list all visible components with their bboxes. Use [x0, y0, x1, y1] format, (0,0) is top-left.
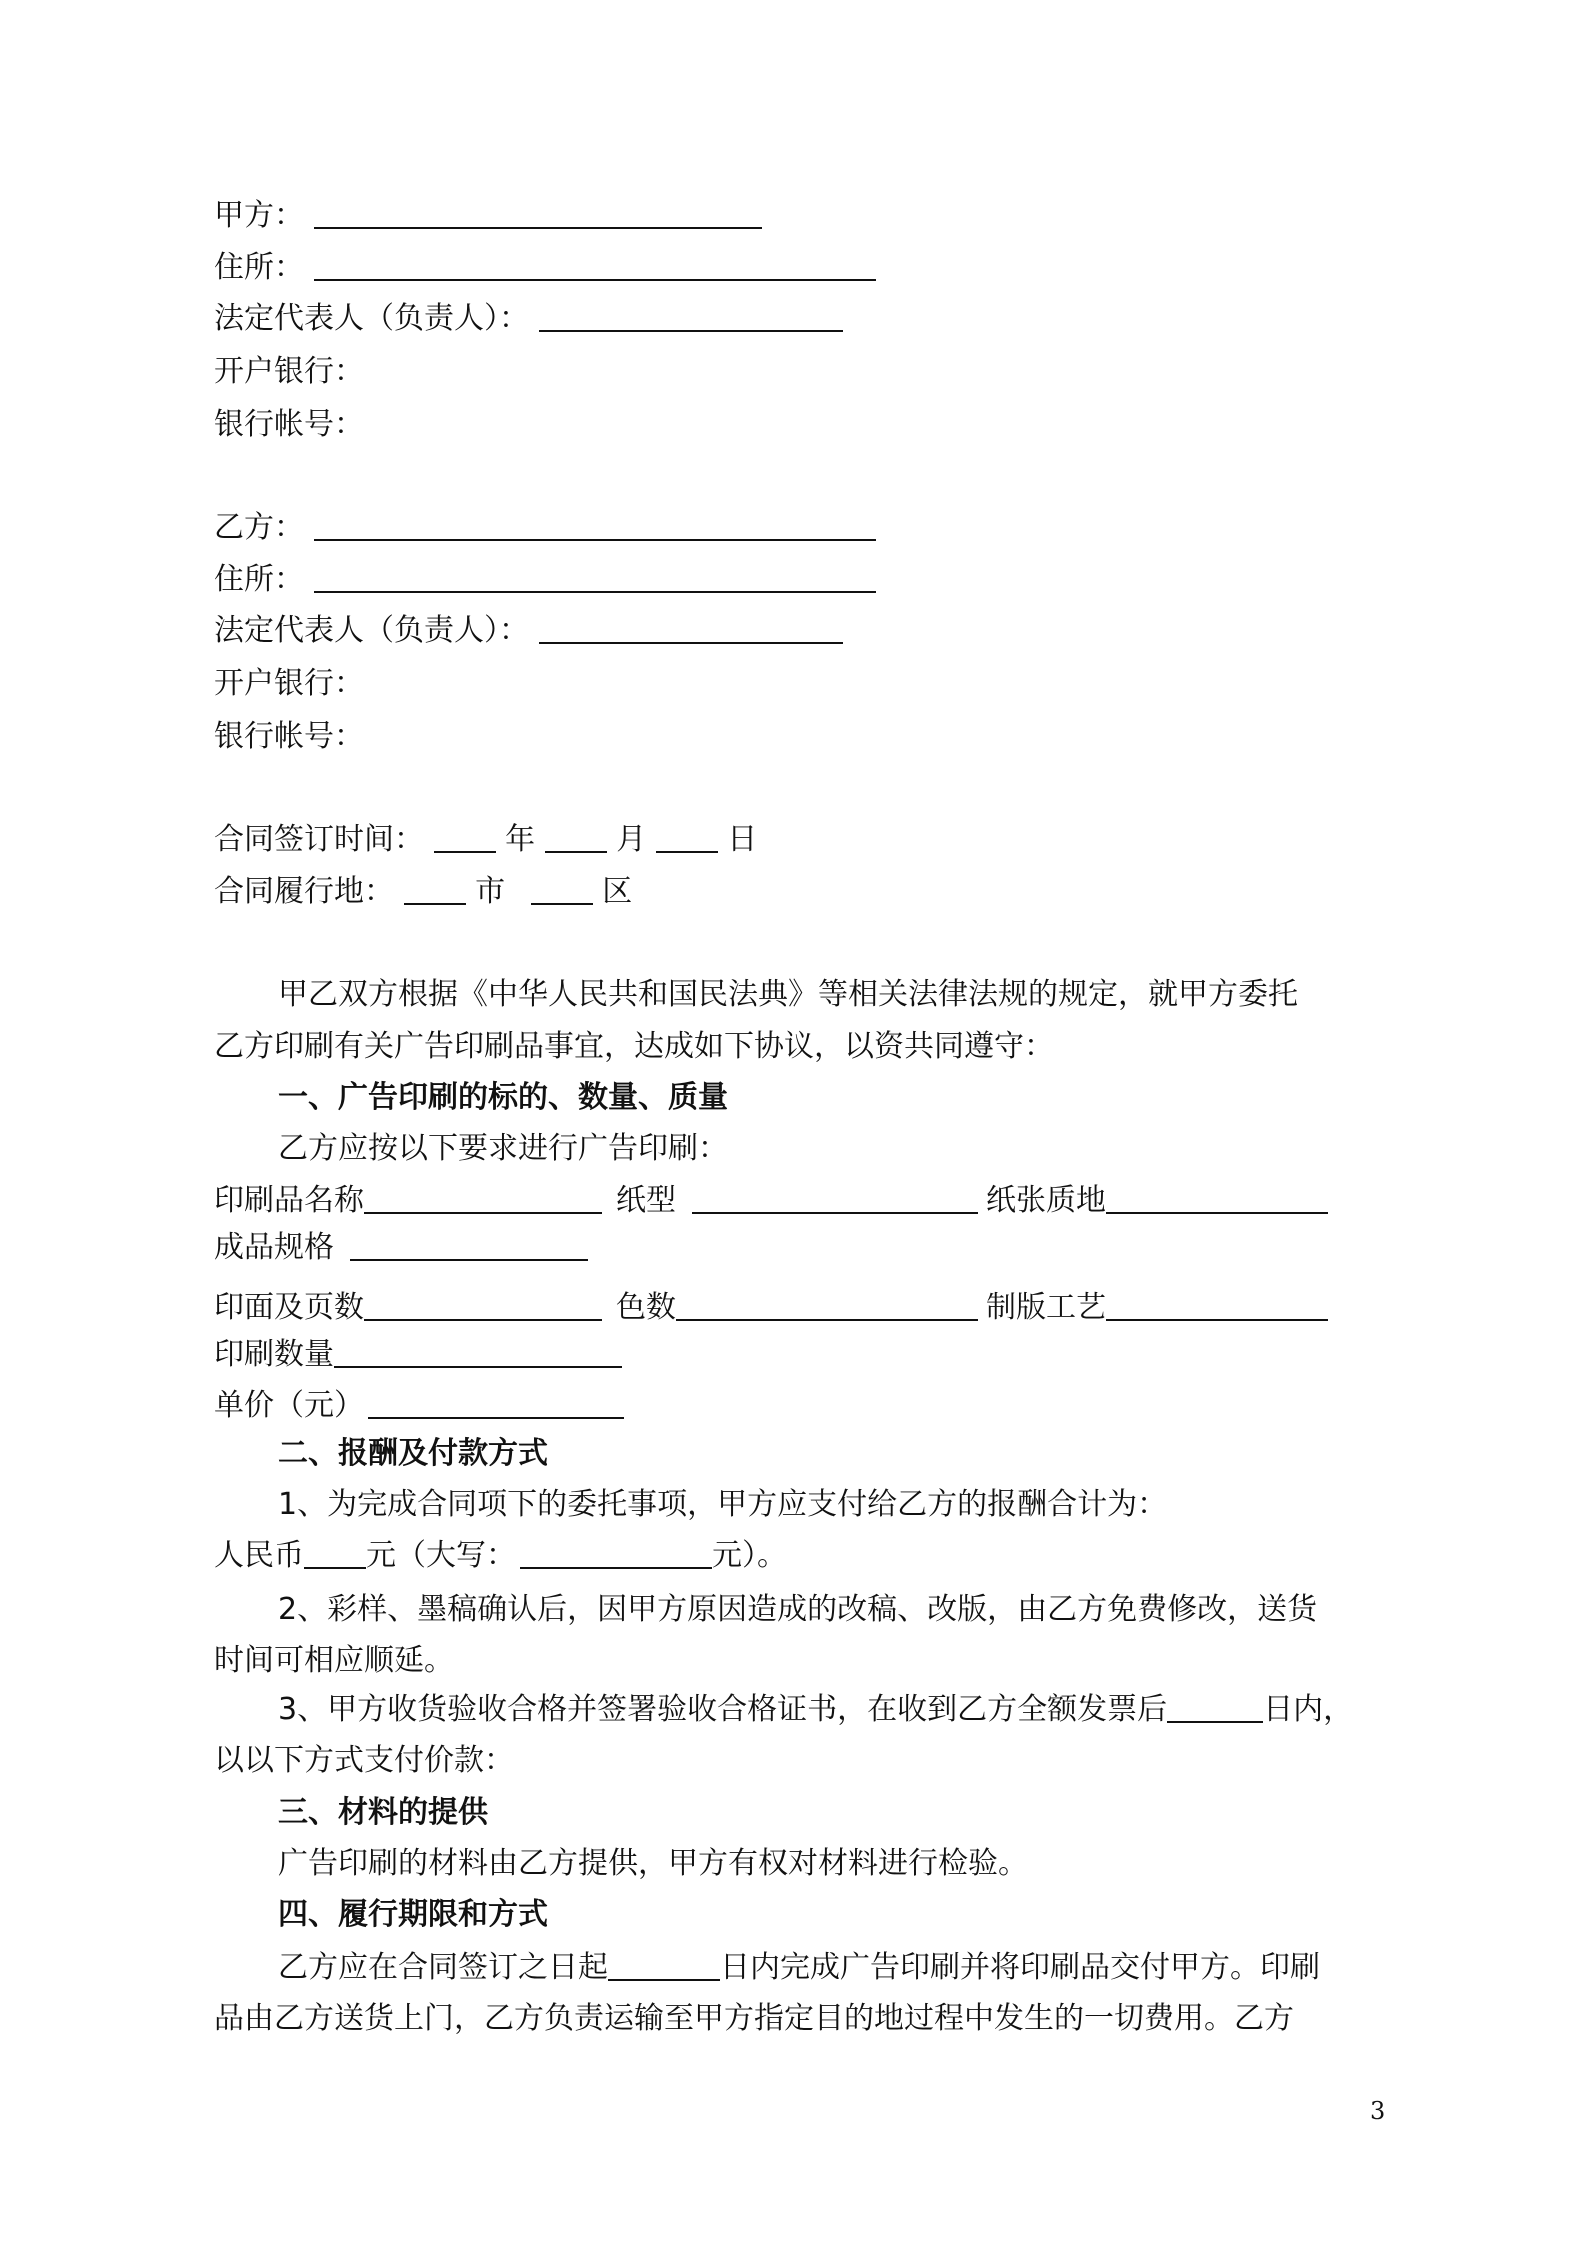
plate-process-blank[interactable] [1106, 1289, 1328, 1321]
paper-type-label: 纸型 [616, 1183, 676, 1218]
place-row [214, 872, 632, 912]
item-3-text-b: 日内， [1263, 1692, 1354, 1727]
section-2-item-2-line-2: 时间可相应顺延。 [214, 1643, 454, 1678]
party-b-address-blank[interactable] [314, 561, 876, 593]
party-a-address-blank[interactable] [314, 249, 876, 281]
paper-texture-blank[interactable] [1106, 1182, 1328, 1214]
section-2-item-3-line-1 [278, 1690, 1353, 1730]
field-paper-texture [986, 1181, 1328, 1221]
intro-line-2: 乙方印刷有关广告印刷品事宜，达成如下协议，以资共同遵守： [214, 1029, 1054, 1064]
party-a-address-row [214, 248, 876, 288]
party-b-name-label: 乙方： [214, 510, 304, 545]
party-b-rep-blank[interactable] [539, 612, 843, 644]
party-b-address-label: 住所： [214, 562, 304, 597]
year-label: 年 [505, 822, 536, 857]
field-product-name [214, 1181, 602, 1221]
field-product-spec [214, 1228, 588, 1268]
pages-label: 印面及页数 [214, 1290, 364, 1325]
section-3-title: 三、材料的提供 [278, 1795, 488, 1830]
quantity-label: 印刷数量 [214, 1337, 334, 1372]
product-name-blank[interactable] [364, 1182, 602, 1214]
party-b-name-row [214, 508, 876, 548]
district-blank[interactable] [531, 873, 593, 905]
paper-type-blank[interactable] [692, 1182, 978, 1214]
party-a-name-row [214, 196, 762, 236]
sign-day-blank[interactable] [656, 821, 718, 853]
section-1-title: 一、广告印刷的标的、数量、质量 [278, 1080, 728, 1115]
party-a-name-blank[interactable] [314, 197, 762, 229]
delivery-days-blank[interactable] [608, 1949, 720, 1981]
party-b-bank-label: 开户银行： [214, 666, 364, 701]
field-pages [214, 1288, 602, 1328]
section-4-line-2: 品由乙方送货上门，乙方负责运输至甲方指定目的地过程中发生的一切费用。乙方 [214, 2001, 1294, 2036]
amount-blank[interactable] [304, 1537, 366, 1569]
month-label: 月 [616, 822, 647, 857]
section-4-text-b: 日内完成广告印刷并将印刷品交付甲方。印刷 [720, 1950, 1320, 1985]
section-2-item-1: 1、为完成合同项下的委托事项，甲方应支付给乙方的报酬合计为： [278, 1487, 1168, 1522]
place-label: 合同履行地： [214, 874, 394, 909]
product-spec-label: 成品规格 [214, 1230, 334, 1265]
party-a-account-label: 银行帐号： [214, 407, 364, 442]
field-plate-process [986, 1288, 1328, 1328]
party-b-account-label: 银行帐号： [214, 719, 364, 754]
party-b-address-row [214, 560, 876, 600]
party-b-rep-row [214, 611, 843, 651]
party-a-address-label: 住所： [214, 250, 304, 285]
field-quantity [214, 1335, 622, 1375]
section-2-title: 二、报酬及付款方式 [278, 1436, 548, 1471]
field-colors [616, 1288, 978, 1328]
section-2-item-3-line-2: 以以下方式支付价款： [214, 1743, 514, 1778]
intro-line-1: 甲乙双方根据《中华人民共和国民法典》等相关法律法规的规定，就甲方委托 [278, 977, 1298, 1012]
party-a-rep-blank[interactable] [539, 300, 843, 332]
field-unit-price [214, 1386, 624, 1426]
paper-texture-label: 纸张质地 [986, 1183, 1106, 1218]
payment-amount-row [214, 1536, 787, 1576]
district-label: 区 [602, 874, 633, 909]
party-a-rep-label: 法定代表人（负责人）： [214, 301, 529, 336]
sign-time-row [214, 820, 757, 860]
page-number: 3 [1370, 2097, 1386, 2125]
party-a-rep-row [214, 299, 843, 339]
sign-month-blank[interactable] [545, 821, 607, 853]
product-spec-blank[interactable] [350, 1229, 588, 1261]
rmb-label: 人民币 [214, 1538, 304, 1573]
section-3-text: 广告印刷的材料由乙方提供，甲方有权对材料进行检验。 [278, 1846, 1028, 1881]
day-label: 日 [727, 822, 758, 857]
amount-uppercase-blank[interactable] [520, 1537, 712, 1569]
unit-price-blank[interactable] [368, 1387, 624, 1419]
quantity-blank[interactable] [334, 1336, 622, 1368]
city-label: 市 [475, 874, 506, 909]
colors-blank[interactable] [676, 1289, 978, 1321]
sign-year-blank[interactable] [434, 821, 496, 853]
sign-time-label: 合同签订时间： [214, 822, 424, 857]
section-4-line-1 [278, 1948, 1320, 1988]
field-paper-type [616, 1181, 978, 1221]
party-b-rep-label: 法定代表人（负责人）： [214, 613, 529, 648]
colors-label: 色数 [616, 1290, 676, 1325]
section-1-desc: 乙方应按以下要求进行广告印刷： [278, 1131, 728, 1166]
section-2-item-2-line-1: 2、彩样、墨稿确认后，因甲方原因造成的改稿、改版，由乙方免费修改，送货 [278, 1592, 1318, 1627]
pages-blank[interactable] [364, 1289, 602, 1321]
yuan-label: 元（大写： [366, 1538, 516, 1573]
plate-process-label: 制版工艺 [986, 1290, 1106, 1325]
party-a-name-label: 甲方： [214, 198, 304, 233]
product-name-label: 印刷品名称 [214, 1183, 364, 1218]
party-a-bank-label: 开户银行： [214, 354, 364, 389]
unit-price-label: 单价（元） [214, 1388, 364, 1423]
section-4-title: 四、履行期限和方式 [278, 1897, 548, 1932]
payment-days-blank[interactable] [1167, 1691, 1263, 1723]
yuan-end-label: 元）。 [712, 1538, 787, 1573]
section-4-text-a: 乙方应在合同签订之日起 [278, 1950, 608, 1985]
item-3-text-a: 3、甲方收货验收合格并签署验收合格证书，在收到乙方全额发票后 [278, 1692, 1168, 1727]
party-b-name-blank[interactable] [314, 509, 876, 541]
city-blank[interactable] [404, 873, 466, 905]
